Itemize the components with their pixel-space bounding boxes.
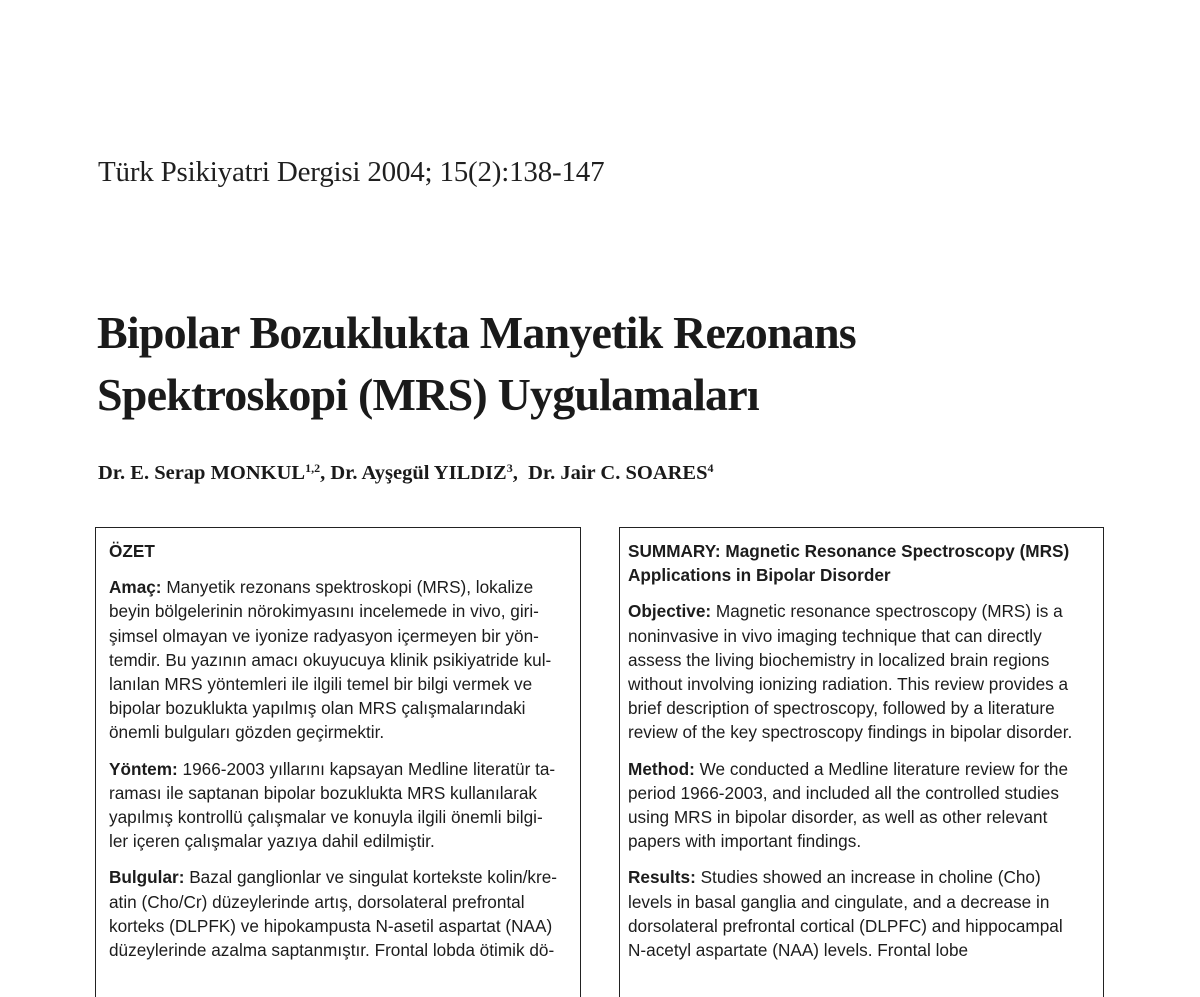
author-name: Dr. Ayşegül YILDIZ	[330, 462, 507, 484]
ozet-text: 1966-2003 yıllarını kapsayan Medline literatür ta-	[177, 758, 556, 779]
ozet-abstract-box	[95, 527, 581, 997]
author-list	[98, 461, 714, 485]
summary-heading-line: Applications in Bipolar Disorder	[628, 565, 891, 586]
summary-heading	[628, 539, 1087, 587]
summary-text-line	[628, 624, 1087, 648]
ozet-sections	[109, 575, 566, 962]
summary-section	[628, 599, 1087, 744]
summary-text-line	[628, 648, 1087, 672]
summary-heading-line: SUMMARY: Magnetic Resonance Spectroscopy (MRS)	[628, 541, 1070, 561]
author-affiliation-marker: 3	[506, 461, 513, 475]
ozet-text: beyin bölgelerinin nörokimyasını incelemede in vivo, giri-	[109, 601, 539, 622]
summary-text-line	[628, 599, 1087, 623]
ozet-text-line	[109, 575, 566, 599]
ozet-text: raması ile saptanan bipolar bozuklukta MRS kullanılarak	[109, 782, 537, 803]
author-affiliation-marker: 1,2	[305, 461, 321, 475]
summary-section	[628, 865, 1087, 962]
journal-reference: Türk Psikiyatri Dergisi 2004; 15(2):138-147	[98, 156, 605, 188]
summary-text-line	[628, 865, 1087, 889]
summary-text-line	[628, 938, 1087, 962]
summary-section-label: Results:	[628, 867, 696, 888]
ozet-text-line	[109, 914, 566, 938]
ozet-text: ler içeren çalışmalar yazıya dahil edilmiştir.	[109, 831, 435, 852]
ozet-section	[109, 865, 566, 962]
ozet-text-line	[109, 938, 566, 962]
ozet-text-line	[109, 720, 566, 744]
article-title-line-2: Spektroskopi (MRS) Uygulamaları	[97, 369, 759, 420]
summary-text: N-acetyl aspartate (NAA) levels. Frontal lobe	[628, 940, 969, 961]
summary-text: assess the living biochemistry in localized brain regions	[628, 649, 1050, 670]
summary-sections	[628, 599, 1087, 962]
ozet-text-line	[109, 599, 566, 623]
ozet-text: atin (Cho/Cr) düzeylerinde artış, dorsolateral prefrontal	[109, 891, 525, 912]
summary-text: levels in basal ganglia and cingulate, and a decrease in	[628, 891, 1050, 912]
summary-abstract-box	[619, 527, 1104, 997]
summary-text: dorsolateral prefrontal cortical (DLPFC) and hippocampal	[628, 915, 1063, 936]
author-name: Dr. E. Serap MONKUL	[98, 462, 306, 484]
ozet-text-line	[109, 696, 566, 720]
summary-text: Magnetic resonance spectroscopy (MRS) is a	[711, 601, 1063, 622]
author-affiliation-marker: 4	[707, 461, 714, 475]
ozet-section-label: Bulgular:	[109, 867, 185, 888]
summary-text-line	[628, 781, 1087, 805]
ozet-text-line	[109, 890, 566, 914]
ozet-text-line	[109, 672, 566, 696]
summary-text-line	[628, 757, 1087, 781]
ozet-text-line	[109, 805, 566, 829]
summary-text: noninvasive in vivo imaging technique that can directly	[628, 625, 1042, 646]
ozet-text-line	[109, 865, 566, 889]
ozet-section-label: Amaç:	[109, 577, 162, 598]
summary-text: review of the key spectroscopy findings in bipolar disorder.	[628, 722, 1073, 743]
ozet-section	[109, 575, 566, 744]
ozet-text: lanılan MRS yöntemleri ile ilgili temel bir bilgi vermek ve	[109, 674, 533, 695]
ozet-text: yapılmış kontrollü çalışmalar ve konuyla ilgili önemli bilgi-	[109, 807, 543, 828]
summary-text: using MRS in bipolar disorder, as well as other relevant	[628, 807, 1048, 828]
author-separator: ,	[320, 462, 331, 484]
author-name: Dr. Jair C. SOARES	[528, 462, 708, 484]
ozet-text: şimsel olmayan ve iyonize radyasyon içermeyen bir yön-	[109, 625, 539, 646]
summary-text-line	[628, 805, 1087, 829]
ozet-section	[109, 757, 566, 854]
ozet-text-line	[109, 781, 566, 805]
summary-section	[628, 757, 1087, 854]
summary-text: without involving ionizing radiation. This review provides a	[628, 674, 1069, 695]
summary-text: papers with important findings.	[628, 831, 862, 852]
author-separator: ,	[512, 462, 529, 484]
ozet-text: temdir. Bu yazının amacı okuyucuya klinik psikiyatride kul-	[109, 649, 552, 670]
summary-text-line	[628, 672, 1087, 696]
ozet-text: düzeylerinde azalma saptanmıştır. Frontal lobda ötimik dö-	[109, 940, 555, 961]
ozet-text-line	[109, 829, 566, 853]
summary-text-line	[628, 890, 1087, 914]
summary-text-line	[628, 696, 1087, 720]
summary-text: Studies showed an increase in choline (Cho)	[695, 867, 1041, 888]
summary-text: brief description of spectroscopy, followed by a literature	[628, 698, 1055, 719]
ozet-text: bipolar bozuklukta yapılmış olan MRS çalışmalarındaki	[109, 698, 526, 719]
summary-text-line	[628, 720, 1087, 744]
ozet-text: korteks (DLPFK) ve hipokampusta N-asetil aspartat (NAA)	[109, 915, 553, 936]
summary-text: We conducted a Medline literature review for the	[694, 758, 1069, 779]
ozet-section-label: Yöntem:	[109, 758, 178, 779]
ozet-text-line	[109, 757, 566, 781]
ozet-text: Manyetik rezonans spektroskopi (MRS), lokalize	[161, 577, 534, 598]
article-title	[97, 302, 856, 426]
ozet-heading: ÖZET	[109, 541, 155, 561]
summary-section-label: Objective:	[628, 601, 712, 622]
summary-section-label: Method:	[628, 758, 695, 779]
ozet-text-line	[109, 648, 566, 672]
ozet-text: önemli bulguları gözden geçirmektir.	[109, 722, 385, 743]
ozet-text: Bazal ganglionlar ve singulat kortekste kolin/kre-	[184, 867, 558, 888]
summary-text: period 1966-2003, and included all the controlled studies	[628, 782, 1059, 803]
ozet-text-line	[109, 624, 566, 648]
article-title-line-1: Bipolar Bozuklukta Manyetik Rezonans	[97, 307, 856, 358]
summary-text-line	[628, 829, 1087, 853]
summary-text-line	[628, 914, 1087, 938]
